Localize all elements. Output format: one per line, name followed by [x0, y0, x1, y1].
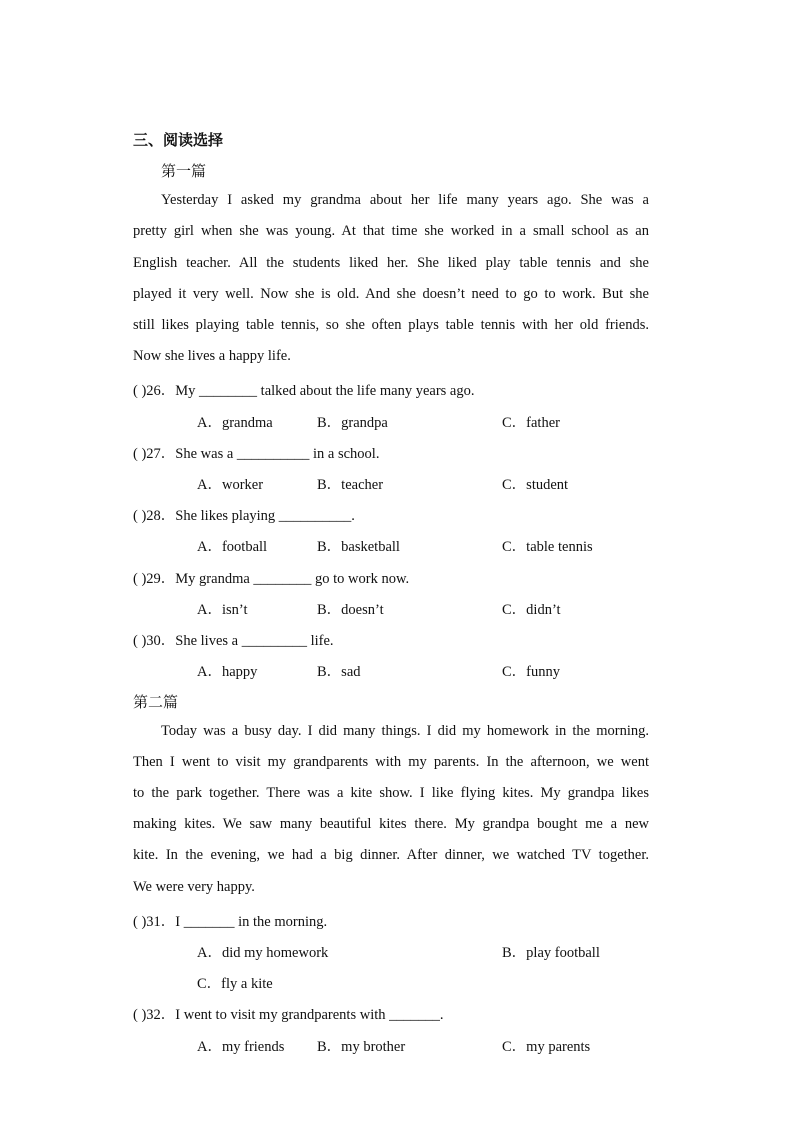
- question-27-option-c[interactable]: C．student: [502, 477, 569, 493]
- question-28-option-a[interactable]: A．football: [197, 539, 268, 555]
- question-29-option-a[interactable]: A．isn’t: [197, 602, 248, 618]
- question-27-option-a[interactable]: A．worker: [197, 477, 264, 493]
- passage-1-line: still likes playing table tennis, so she often plays table tennis with her old friends.: [133, 317, 649, 333]
- passage-2-line: Then I went to visit my grandparents with my parents. In the afternoon, we went: [133, 754, 649, 770]
- question-29-stem: ( )29．My grandma ________ go to work now.: [133, 571, 410, 587]
- question-26-option-a[interactable]: A．grandma: [197, 415, 273, 431]
- question-32-option-b[interactable]: B．my brother: [317, 1039, 406, 1055]
- passage-1-heading: 第一篇: [161, 164, 207, 180]
- passage-2-line: Today was a busy day. I did many things. I did my homework in the morning.: [161, 723, 649, 739]
- passage-1-line: Now she lives a happy life.: [133, 348, 291, 364]
- question-31-option-c[interactable]: C．fly a kite: [197, 976, 273, 992]
- section-title: 三、阅读选择: [133, 133, 224, 149]
- question-31-option-a[interactable]: A．did my homework: [197, 945, 329, 961]
- question-31-option-b[interactable]: B．play football: [502, 945, 600, 961]
- question-28-option-c[interactable]: C．table tennis: [502, 539, 593, 555]
- passage-1-line: Yesterday I asked my grandma about her life many years ago. She was a: [161, 192, 649, 208]
- question-31-stem: ( )31．I _______ in the morning.: [133, 914, 328, 930]
- question-29-option-b[interactable]: B．doesn’t: [317, 602, 384, 618]
- passage-1-line: played it very well. Now she is old. And she doesn’t need to go to work. But she: [133, 286, 649, 302]
- question-27-option-b[interactable]: B．teacher: [317, 477, 384, 493]
- question-27-stem: ( )27．She was a __________ in a school.: [133, 446, 380, 462]
- question-29-option-c[interactable]: C．didn’t: [502, 602, 561, 618]
- question-32-option-c[interactable]: C．my parents: [502, 1039, 591, 1055]
- question-32-option-a[interactable]: A．my friends: [197, 1039, 285, 1055]
- question-30-option-c[interactable]: C．funny: [502, 664, 560, 680]
- passage-2-line: to the park together. There was a kite show. I like flying kites. My grandpa likes: [133, 785, 649, 801]
- question-30-stem: ( )30．She lives a _________ life.: [133, 633, 334, 649]
- passage-2-line: making kites. We saw many beautiful kites there. My grandpa bought me a new: [133, 816, 649, 832]
- passage-2-line: kite. In the evening, we had a big dinner. After dinner, we watched TV together.: [133, 847, 649, 863]
- question-26-stem: ( )26．My ________ talked about the life many years ago.: [133, 383, 475, 399]
- question-30-option-b[interactable]: B．sad: [317, 664, 361, 680]
- passage-1-line: English teacher. All the students liked her. She liked play table tennis and she: [133, 255, 649, 271]
- question-28-option-b[interactable]: B．basketball: [317, 539, 400, 555]
- passage-2-heading: 第二篇: [133, 695, 179, 711]
- question-28-stem: ( )28．She likes playing __________.: [133, 508, 355, 524]
- passage-1-line: pretty girl when she was young. At that time she worked in a small school as an: [133, 223, 649, 239]
- question-32-stem: ( )32．I went to visit my grandparents with _______.: [133, 1007, 444, 1023]
- question-26-option-c[interactable]: C．father: [502, 415, 560, 431]
- question-26-option-b[interactable]: B．grandpa: [317, 415, 388, 431]
- question-30-option-a[interactable]: A．happy: [197, 664, 258, 680]
- passage-2-line: We were very happy.: [133, 879, 255, 895]
